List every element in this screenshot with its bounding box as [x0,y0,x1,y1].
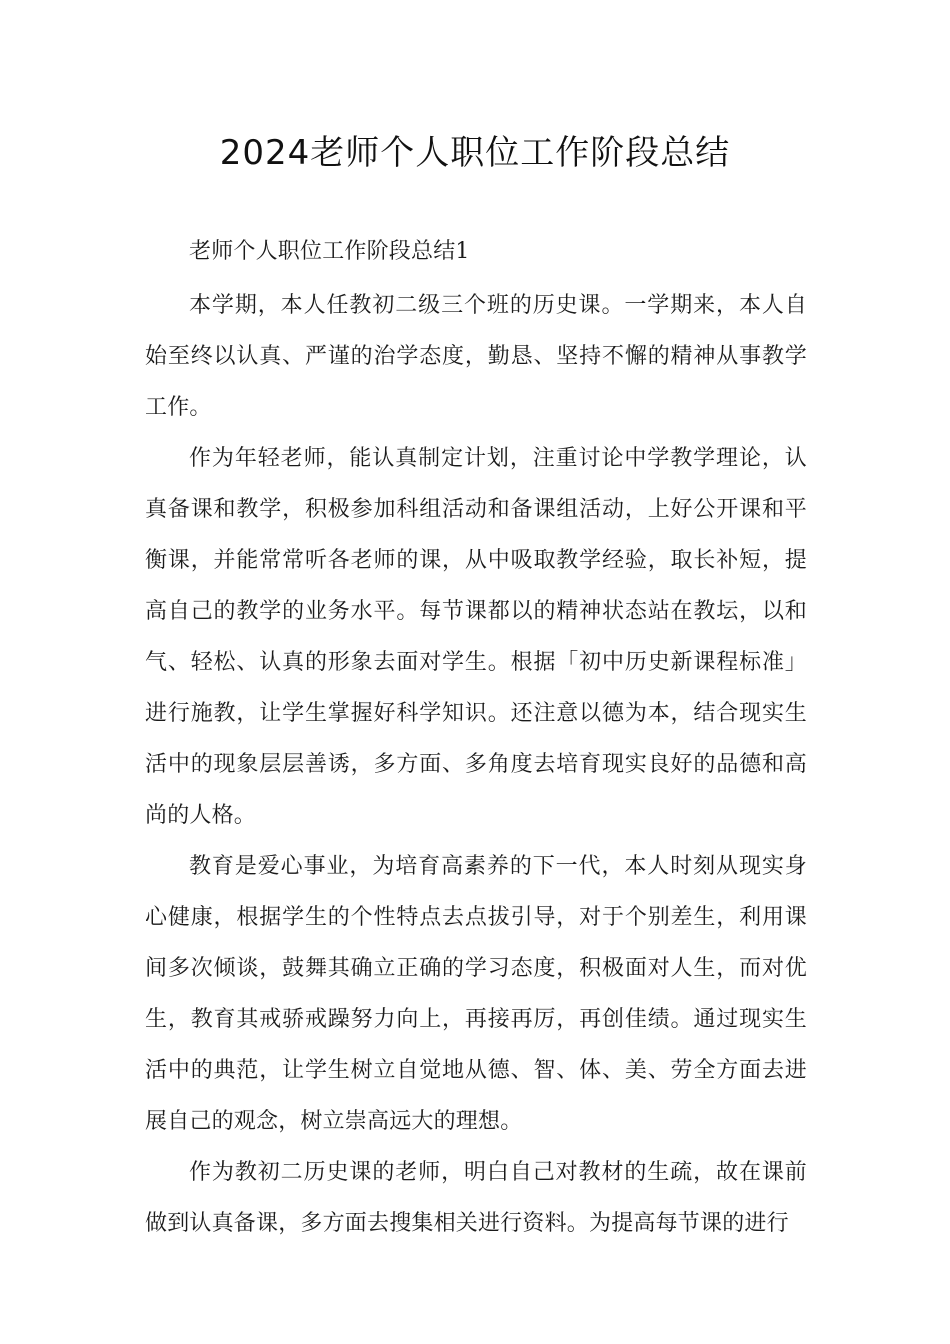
section-heading: 老师个人职位工作阶段总结1 [189,239,470,264]
paragraph-4: 作为教初二历史课的老师，明白自己对教材的生疏，故在课前做到认真备课，多方面去搜集相关进行资料。为提高每节课的进行 [145,1160,807,1236]
paragraph-1: 本学期，本人任教初二级三个班的历史课。一学期来，本人自始至终以认真、严谨的治学态度，勤恳、坚持不懈的精神从事教学工作。 [145,293,807,420]
document-body [145,230,807,1249]
document-title: 2024老师个人职位工作阶段总结 [219,133,731,173]
paragraph-3: 教育是爱心事业，为培育高素养的下一代，本人时刻从现实身心健康，根据学生的个性特点去点拔引导，对于个别差生，利用课间多次倾谈，鼓舞其确立正确的学习态度，积极面对人生，而对优生，教育其戒骄戒躁努力向上，再接再厉，再创佳绩。通过现实生活中的典范，让学生树立自觉地从德、智、体、美、劳全方面去进展自己的观念，树立崇高远大的理想。 [145,854,807,1134]
paragraph-2: 作为年轻老师，能认真制定计划，注重讨论中学教学理论，认真备课和教学，积极参加科组活动和备课组活动，上好公开课和平衡课，并能常常听各老师的课，从中吸取教学经验，取长补短，提高自己的教学的业务水平。每节课都以的精神状态站在教坛，以和气、轻松、认真的形象去面对学生。根据「初中历史新课程标准」进行施教，让学生掌握好科学知识。还注意以德为本，结合现实生活中的现象层层善诱，多方面、多角度去培育现实良好的品德和高尚的人格。 [145,446,807,828]
